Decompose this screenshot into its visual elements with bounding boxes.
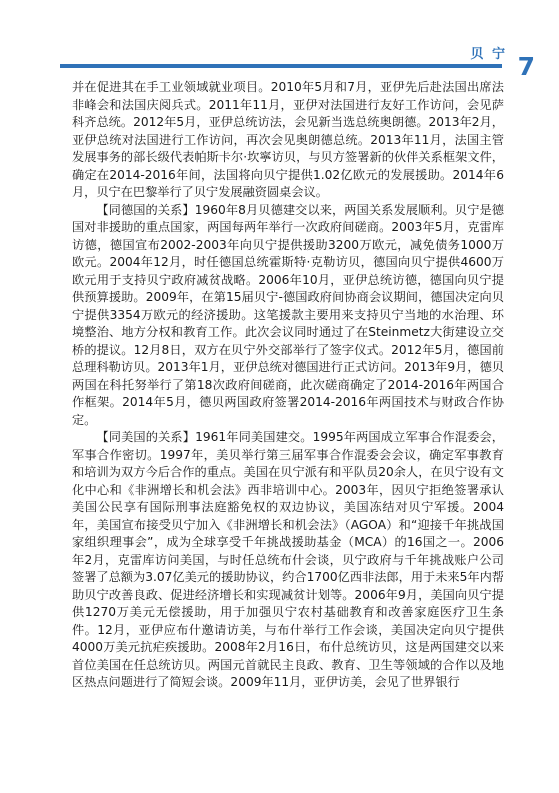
paragraph-france-continued: 并在促进其在手工业领域就业项目。2010年5月和7月，亚伊先后赴法国出席法非峰会和法国庆阅兵式。2011年11月，亚伊对法国进行友好工作访问，会见萨科齐总统。2012年5月，亚伊总统访法，会见新当选总统奥朗德。2013年2月，亚伊总统对法国进行工作访问，再次会见奥朗德总统。2013年11月，法国主管发展事务的部长级代表帕斯卡尔·坎寧访贝，与贝方签署新的伙伴关系框架文件，确定在2014-2016年间，法国将向贝宁提供1.02亿欧元的发展援助。2014年6月，贝宁在巴黎举行了贝宁发展融资圆桌会议。 — [72, 80, 504, 199]
paragraph-usa-relations: 【同美国的关系】1961年同美国建交。1995年两国成立军事合作混委会，军事合作密切。1997年，美贝举行第三届军事合作混委会会议，确定军事教育和培训为双方今后合作的重点。美国在贝宁派有和平队员20余人，在贝宁设有文化中心和《非洲增长和机会法》西非培训中心。2003年，因贝宁拒绝签署承认美国公民享有国际刑事法庭豁免权的双边协议，美国冻结对贝宁军援。2004年，美国宣布接受贝宁加入《非洲增长和机会法》（AGOA）和“迎接千年挑战国家组织理事会”，成为全球享受千年挑战援助基金（MCA）的16国之一。2006年2月，克雷库访问美国，与时任总统布什会谈，贝宁政府与千年挑战账户公司签署了总额为3.07亿美元的援助协议，约合1700亿西非法郎，用于未来5年内帮助贝宁改善良政、促进经济增长和实现减贫计划等。2006年9月，美国向贝宁提供1270万美元无偿援助，用于加强贝宁农村基础教育和改善家庭医疗卫生条件。12月，亚伊应布什邀请访美，与布什举行工作会谈，美国决定向贝宁提供4000万美元抗疟疾援助。2008年2月16日，布什总统访贝，这是两国建交以来首位美国在任总统访贝。两国元首就民主良政、教育、卫生等领域的合作以及地区热点问题进行了简短会谈。2009年11月，亚伊访美，会见了世界银行 — [72, 430, 504, 689]
body-text — [72, 79, 504, 692]
running-header-country: 贝 宁 — [470, 47, 507, 62]
paragraph-germany-relations: 【同德国的关系】1960年8月贝德建交以来，两国关系发展顺利。贝宁是德国对非援助的重点国家，两国每两年举行一次政府间磋商。2003年5月，克雷库访德，德国宣布2002-2003年向贝宁提供援助3200万欧元，减免债务1000万欧元。2004年12月，时任德国总统霍斯特·克勒访贝，德国向贝宁提供4600万欧元用于支持贝宁政府减贫战略。2006年10月，亚伊总统访德，德国向贝宁提供预算援助。2009年，在第15届贝宁-德国政府间协商会议期间，德国决定向贝宁提供3354万欧元的经济援助。这笔援款主要用来支持贝宁当地的水治理、环境整治、地方分权和教育工作。此次会议同时通过了在Steinmetz大街建设立交桥的提议。12月8日，双方在贝宁外交部举行了签字仪式。2012年5月，德国前总理科勒访贝。2013年1月，亚伊总统对德国进行正式访问。2013年9月，德贝两国在科托努举行了第18次政府间磋商，此次磋商确定了2014-2016年两国合作框架。2014年5月，德贝两国政府签署2014-2016年两国技术与财政合作协定。 — [72, 202, 504, 427]
header-rule — [60, 64, 502, 68]
page-number: 7 — [517, 52, 535, 81]
